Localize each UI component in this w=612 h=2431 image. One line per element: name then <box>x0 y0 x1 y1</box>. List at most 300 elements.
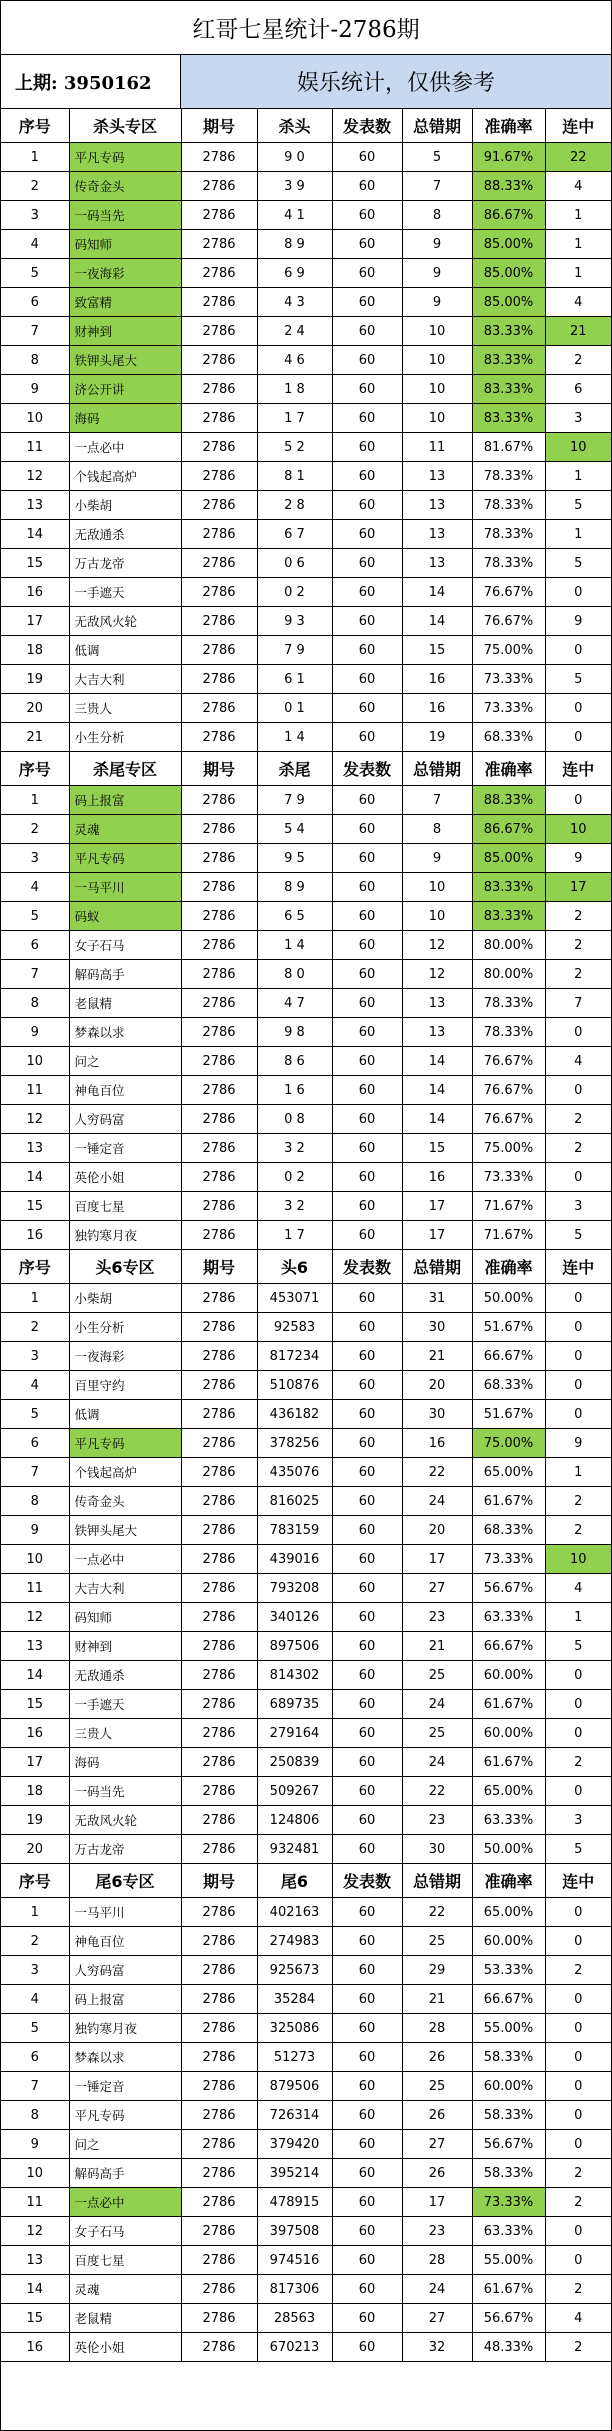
cell-number: 5 2 <box>257 433 332 462</box>
cell-number: 397508 <box>257 2217 332 2246</box>
column-header-misses: 总错期 <box>402 1250 472 1284</box>
cell-misses: 7 <box>402 786 472 815</box>
cell-streak: 2 <box>545 1516 611 1545</box>
cell-accuracy: 68.33% <box>472 1371 545 1400</box>
cell-period: 2786 <box>181 1487 257 1516</box>
cell-misses: 24 <box>402 1487 472 1516</box>
cell-name: 铁钾头尾大 <box>69 346 181 375</box>
cell-serial: 7 <box>1 2072 69 2101</box>
cell-misses: 24 <box>402 2275 472 2304</box>
cell-serial: 11 <box>1 1076 69 1105</box>
cell-serial: 2 <box>1 1927 69 1956</box>
cell-serial: 5 <box>1 902 69 931</box>
cell-number: 395214 <box>257 2159 332 2188</box>
cell-streak: 0 <box>545 1719 611 1748</box>
column-header-accuracy: 准确率 <box>472 1864 545 1898</box>
table-row <box>1 2130 611 2159</box>
cell-published: 60 <box>332 1574 402 1603</box>
cell-misses: 22 <box>402 1458 472 1487</box>
cell-misses: 27 <box>402 2130 472 2159</box>
cell-name: 万古龙帝 <box>69 549 181 578</box>
cell-number: 35284 <box>257 1985 332 2014</box>
cell-name: 个钱起高炉 <box>69 462 181 491</box>
cell-number: 925673 <box>257 1956 332 1985</box>
cell-streak: 2 <box>545 346 611 375</box>
cell-accuracy: 86.67% <box>472 815 545 844</box>
cell-name: 梦森以求 <box>69 1018 181 1047</box>
table-row <box>1 1429 611 1458</box>
cell-name: 大吉大利 <box>69 1574 181 1603</box>
cell-period: 2786 <box>181 931 257 960</box>
cell-streak: 0 <box>545 2130 611 2159</box>
cell-serial: 16 <box>1 2333 69 2362</box>
cell-period: 2786 <box>181 1192 257 1221</box>
cell-streak: 0 <box>545 1163 611 1192</box>
cell-published: 60 <box>332 1487 402 1516</box>
cell-period: 2786 <box>181 143 257 172</box>
cell-streak: 0 <box>545 694 611 723</box>
cell-name: 梦森以求 <box>69 2043 181 2072</box>
cell-published: 60 <box>332 723 402 752</box>
cell-serial: 4 <box>1 873 69 902</box>
cell-number: 402163 <box>257 1898 332 1927</box>
cell-period: 2786 <box>181 1371 257 1400</box>
cell-published: 60 <box>332 2188 402 2217</box>
table-row <box>1 1661 611 1690</box>
table-row <box>1 259 611 288</box>
cell-period: 2786 <box>181 1545 257 1574</box>
cell-misses: 12 <box>402 960 472 989</box>
cell-number: 974516 <box>257 2246 332 2275</box>
table-row <box>1 1342 611 1371</box>
table-row <box>1 346 611 375</box>
cell-streak: 9 <box>545 607 611 636</box>
column-header-name: 杀尾专区 <box>69 752 181 786</box>
cell-serial: 17 <box>1 1748 69 1777</box>
cell-period: 2786 <box>181 375 257 404</box>
cell-misses: 24 <box>402 1748 472 1777</box>
cell-published: 60 <box>332 462 402 491</box>
cell-streak: 0 <box>545 1690 611 1719</box>
cell-accuracy: 83.33% <box>472 317 545 346</box>
cell-serial: 8 <box>1 346 69 375</box>
cell-published: 60 <box>332 375 402 404</box>
table-row <box>1 288 611 317</box>
cell-streak: 0 <box>545 723 611 752</box>
cell-published: 60 <box>332 931 402 960</box>
table-row <box>1 1487 611 1516</box>
cell-period: 2786 <box>181 1777 257 1806</box>
table-row <box>1 1313 611 1342</box>
cell-accuracy: 51.67% <box>472 1313 545 1342</box>
column-header-accuracy: 准确率 <box>472 109 545 143</box>
cell-name: 老鼠精 <box>69 2304 181 2333</box>
cell-published: 60 <box>332 259 402 288</box>
table-row <box>1 786 611 815</box>
cell-number: 325086 <box>257 2014 332 2043</box>
cell-streak: 9 <box>545 1429 611 1458</box>
cell-period: 2786 <box>181 549 257 578</box>
cell-streak: 0 <box>545 1661 611 1690</box>
cell-serial: 10 <box>1 1047 69 1076</box>
cell-misses: 25 <box>402 2072 472 2101</box>
cell-period: 2786 <box>181 1221 257 1250</box>
cell-misses: 22 <box>402 1898 472 1927</box>
cell-number: 510876 <box>257 1371 332 1400</box>
column-header-number: 杀尾 <box>257 752 332 786</box>
cell-streak: 4 <box>545 172 611 201</box>
table-row <box>1 1458 611 1487</box>
cell-misses: 25 <box>402 1927 472 1956</box>
cell-number: 1 6 <box>257 1076 332 1105</box>
cell-misses: 7 <box>402 172 472 201</box>
table-row <box>1 1632 611 1661</box>
cell-accuracy: 83.33% <box>472 902 545 931</box>
cell-misses: 25 <box>402 1719 472 1748</box>
cell-period: 2786 <box>181 2159 257 2188</box>
cell-accuracy: 61.67% <box>472 1690 545 1719</box>
cell-misses: 13 <box>402 1018 472 1047</box>
cell-serial: 7 <box>1 960 69 989</box>
cell-published: 60 <box>332 491 402 520</box>
column-header-serial: 序号 <box>1 752 69 786</box>
cell-name: 小生分析 <box>69 1313 181 1342</box>
cell-name: 人穷码富 <box>69 1105 181 1134</box>
cell-serial: 1 <box>1 786 69 815</box>
table-row <box>1 1545 611 1574</box>
cell-serial: 6 <box>1 288 69 317</box>
cell-streak: 10 <box>545 815 611 844</box>
cell-serial: 10 <box>1 2159 69 2188</box>
cell-accuracy: 75.00% <box>472 636 545 665</box>
cell-name: 灵魂 <box>69 815 181 844</box>
cell-period: 2786 <box>181 578 257 607</box>
table-row <box>1 1956 611 1985</box>
table-row <box>1 636 611 665</box>
cell-period: 2786 <box>181 1342 257 1371</box>
cell-number: 51273 <box>257 2043 332 2072</box>
cell-accuracy: 76.67% <box>472 1076 545 1105</box>
cell-number: 0 2 <box>257 1163 332 1192</box>
cell-streak: 0 <box>545 1985 611 2014</box>
cell-misses: 21 <box>402 1342 472 1371</box>
cell-misses: 5 <box>402 143 472 172</box>
cell-period: 2786 <box>181 1163 257 1192</box>
cell-period: 2786 <box>181 1284 257 1313</box>
cell-period: 2786 <box>181 2043 257 2072</box>
cell-number: 816025 <box>257 1487 332 1516</box>
cell-name: 码蚁 <box>69 902 181 931</box>
cell-published: 60 <box>332 2159 402 2188</box>
cell-name: 财神到 <box>69 1632 181 1661</box>
cell-number: 279164 <box>257 1719 332 1748</box>
cell-period: 2786 <box>181 815 257 844</box>
cell-number: 3 9 <box>257 172 332 201</box>
cell-serial: 15 <box>1 1690 69 1719</box>
cell-accuracy: 75.00% <box>472 1134 545 1163</box>
cell-period: 2786 <box>181 201 257 230</box>
table-row <box>1 578 611 607</box>
cell-name: 百度七星 <box>69 1192 181 1221</box>
cell-streak: 5 <box>545 549 611 578</box>
cell-period: 2786 <box>181 1835 257 1864</box>
cell-misses: 17 <box>402 1545 472 1574</box>
cell-accuracy: 51.67% <box>472 1400 545 1429</box>
column-header-accuracy: 准确率 <box>472 1250 545 1284</box>
cell-serial: 1 <box>1 1284 69 1313</box>
cell-period: 2786 <box>181 433 257 462</box>
cell-misses: 23 <box>402 2217 472 2246</box>
cell-name: 海码 <box>69 1748 181 1777</box>
cell-name: 财神到 <box>69 317 181 346</box>
cell-streak: 3 <box>545 1192 611 1221</box>
column-header-published: 发表数 <box>332 109 402 143</box>
cell-period: 2786 <box>181 1076 257 1105</box>
cell-number: 1 4 <box>257 931 332 960</box>
cell-number: 4 3 <box>257 288 332 317</box>
cell-published: 60 <box>332 288 402 317</box>
table-row <box>1 404 611 433</box>
cell-number: 1 4 <box>257 723 332 752</box>
cell-published: 60 <box>332 1985 402 2014</box>
cell-misses: 16 <box>402 665 472 694</box>
cell-streak: 10 <box>545 433 611 462</box>
cell-streak: 0 <box>545 578 611 607</box>
table-row <box>1 143 611 172</box>
table-row <box>1 2072 611 2101</box>
cell-published: 60 <box>332 578 402 607</box>
cell-accuracy: 78.33% <box>472 520 545 549</box>
cell-misses: 27 <box>402 2304 472 2333</box>
cell-number: 9 8 <box>257 1018 332 1047</box>
cell-streak: 2 <box>545 2188 611 2217</box>
cell-name: 英伦小姐 <box>69 1163 181 1192</box>
cell-published: 60 <box>332 1221 402 1250</box>
cell-period: 2786 <box>181 723 257 752</box>
cell-published: 60 <box>332 143 402 172</box>
cell-streak: 0 <box>545 2014 611 2043</box>
cell-published: 60 <box>332 873 402 902</box>
cell-period: 2786 <box>181 902 257 931</box>
table-row <box>1 1371 611 1400</box>
cell-streak: 4 <box>545 1574 611 1603</box>
cell-published: 60 <box>332 1047 402 1076</box>
table-row <box>1 665 611 694</box>
cell-period: 2786 <box>181 694 257 723</box>
cell-accuracy: 58.33% <box>472 2043 545 2072</box>
cell-name: 万古龙帝 <box>69 1835 181 1864</box>
cell-streak: 0 <box>545 1076 611 1105</box>
cell-misses: 13 <box>402 491 472 520</box>
cell-published: 60 <box>332 1192 402 1221</box>
cell-serial: 3 <box>1 1956 69 1985</box>
cell-accuracy: 71.67% <box>472 1221 545 1250</box>
cell-serial: 14 <box>1 2275 69 2304</box>
column-header-misses: 总错期 <box>402 752 472 786</box>
cell-name: 平凡专码 <box>69 2101 181 2130</box>
cell-misses: 13 <box>402 520 472 549</box>
cell-number: 340126 <box>257 1603 332 1632</box>
cell-streak: 21 <box>545 317 611 346</box>
table-row <box>1 491 611 520</box>
cell-misses: 23 <box>402 1806 472 1835</box>
table-row <box>1 1284 611 1313</box>
cell-period: 2786 <box>181 1748 257 1777</box>
cell-period: 2786 <box>181 2014 257 2043</box>
table-row <box>1 2188 611 2217</box>
cell-serial: 7 <box>1 317 69 346</box>
cell-misses: 21 <box>402 1632 472 1661</box>
cell-accuracy: 65.00% <box>472 1898 545 1927</box>
cell-number: 6 7 <box>257 520 332 549</box>
table-row <box>1 2014 611 2043</box>
cell-period: 2786 <box>181 1458 257 1487</box>
cell-misses: 9 <box>402 844 472 873</box>
cell-number: 1 8 <box>257 375 332 404</box>
cell-published: 60 <box>332 2072 402 2101</box>
table-row <box>1 1221 611 1250</box>
cell-period: 2786 <box>181 259 257 288</box>
cell-name: 传奇金头 <box>69 172 181 201</box>
cell-serial: 3 <box>1 844 69 873</box>
cell-name: 小柴胡 <box>69 1284 181 1313</box>
cell-period: 2786 <box>181 844 257 873</box>
cell-published: 60 <box>332 902 402 931</box>
cell-serial: 3 <box>1 1342 69 1371</box>
cell-number: 7 9 <box>257 786 332 815</box>
table-row <box>1 694 611 723</box>
table-row <box>1 1748 611 1777</box>
table-row <box>1 1105 611 1134</box>
column-header-number: 杀头 <box>257 109 332 143</box>
cell-name: 一马平川 <box>69 873 181 902</box>
cell-accuracy: 68.33% <box>472 1516 545 1545</box>
cell-misses: 12 <box>402 931 472 960</box>
table-row <box>1 1927 611 1956</box>
cell-name: 老鼠精 <box>69 989 181 1018</box>
cell-streak: 2 <box>545 1956 611 1985</box>
cell-streak: 1 <box>545 201 611 230</box>
cell-accuracy: 85.00% <box>472 844 545 873</box>
cell-accuracy: 63.33% <box>472 2217 545 2246</box>
cell-accuracy: 83.33% <box>472 873 545 902</box>
cell-misses: 16 <box>402 1163 472 1192</box>
cell-misses: 30 <box>402 1400 472 1429</box>
cell-serial: 19 <box>1 665 69 694</box>
cell-period: 2786 <box>181 1927 257 1956</box>
section-header-row <box>1 752 611 786</box>
cell-number: 4 6 <box>257 346 332 375</box>
cell-period: 2786 <box>181 1806 257 1835</box>
cell-period: 2786 <box>181 636 257 665</box>
table-row <box>1 1835 611 1864</box>
cell-accuracy: 66.67% <box>472 1985 545 2014</box>
cell-accuracy: 73.33% <box>472 1545 545 1574</box>
cell-accuracy: 76.67% <box>472 607 545 636</box>
cell-published: 60 <box>332 346 402 375</box>
cell-accuracy: 63.33% <box>472 1603 545 1632</box>
cell-name: 女子石马 <box>69 2217 181 2246</box>
column-header-published: 发表数 <box>332 1250 402 1284</box>
column-header-serial: 序号 <box>1 109 69 143</box>
cell-streak: 5 <box>545 1221 611 1250</box>
cell-number: 783159 <box>257 1516 332 1545</box>
cell-name: 百里守约 <box>69 1371 181 1400</box>
cell-serial: 9 <box>1 1516 69 1545</box>
cell-streak: 5 <box>545 1632 611 1661</box>
table-row <box>1 230 611 259</box>
column-header-misses: 总错期 <box>402 109 472 143</box>
table-row <box>1 723 611 752</box>
cell-number: 1 7 <box>257 404 332 433</box>
cell-number: 726314 <box>257 2101 332 2130</box>
cell-name: 平凡专码 <box>69 143 181 172</box>
cell-published: 60 <box>332 2217 402 2246</box>
cell-period: 2786 <box>181 2130 257 2159</box>
cell-streak: 4 <box>545 1047 611 1076</box>
cell-number: 2 8 <box>257 491 332 520</box>
cell-published: 60 <box>332 317 402 346</box>
cell-misses: 10 <box>402 404 472 433</box>
cell-name: 一锤定音 <box>69 2072 181 2101</box>
cell-accuracy: 60.00% <box>472 1719 545 1748</box>
table-row <box>1 1134 611 1163</box>
cell-published: 60 <box>332 2304 402 2333</box>
cell-misses: 10 <box>402 375 472 404</box>
cell-accuracy: 78.33% <box>472 989 545 1018</box>
table-row <box>1 462 611 491</box>
cell-number: 0 1 <box>257 694 332 723</box>
table-row <box>1 1898 611 1927</box>
cell-number: 379420 <box>257 2130 332 2159</box>
cell-number: 9 0 <box>257 143 332 172</box>
cell-name: 一点必中 <box>69 1545 181 1574</box>
cell-period: 2786 <box>181 1018 257 1047</box>
cell-number: 8 6 <box>257 1047 332 1076</box>
cell-published: 60 <box>332 815 402 844</box>
cell-streak: 1 <box>545 1458 611 1487</box>
cell-accuracy: 83.33% <box>472 346 545 375</box>
cell-misses: 14 <box>402 1105 472 1134</box>
cell-period: 2786 <box>181 1574 257 1603</box>
cell-accuracy: 78.33% <box>472 491 545 520</box>
cell-accuracy: 80.00% <box>472 931 545 960</box>
cell-misses: 10 <box>402 902 472 931</box>
cell-period: 2786 <box>181 2304 257 2333</box>
cell-misses: 26 <box>402 2101 472 2130</box>
cell-name: 一点必中 <box>69 433 181 462</box>
table-row <box>1 1076 611 1105</box>
cell-serial: 20 <box>1 1835 69 1864</box>
cell-name: 一点必中 <box>69 2188 181 2217</box>
cell-serial: 13 <box>1 2246 69 2275</box>
cell-streak: 2 <box>545 1748 611 1777</box>
cell-accuracy: 65.00% <box>472 1458 545 1487</box>
cell-number: 124806 <box>257 1806 332 1835</box>
table-row <box>1 873 611 902</box>
table-row <box>1 201 611 230</box>
cell-streak: 3 <box>545 404 611 433</box>
cell-number: 4 7 <box>257 989 332 1018</box>
cell-name: 低调 <box>69 636 181 665</box>
page-title: 红哥七星统计-2786期 <box>1 1 611 55</box>
table-row <box>1 1018 611 1047</box>
cell-streak: 1 <box>545 259 611 288</box>
cell-published: 60 <box>332 2014 402 2043</box>
cell-name: 神龟百位 <box>69 1076 181 1105</box>
table-row <box>1 172 611 201</box>
cell-serial: 6 <box>1 2043 69 2072</box>
